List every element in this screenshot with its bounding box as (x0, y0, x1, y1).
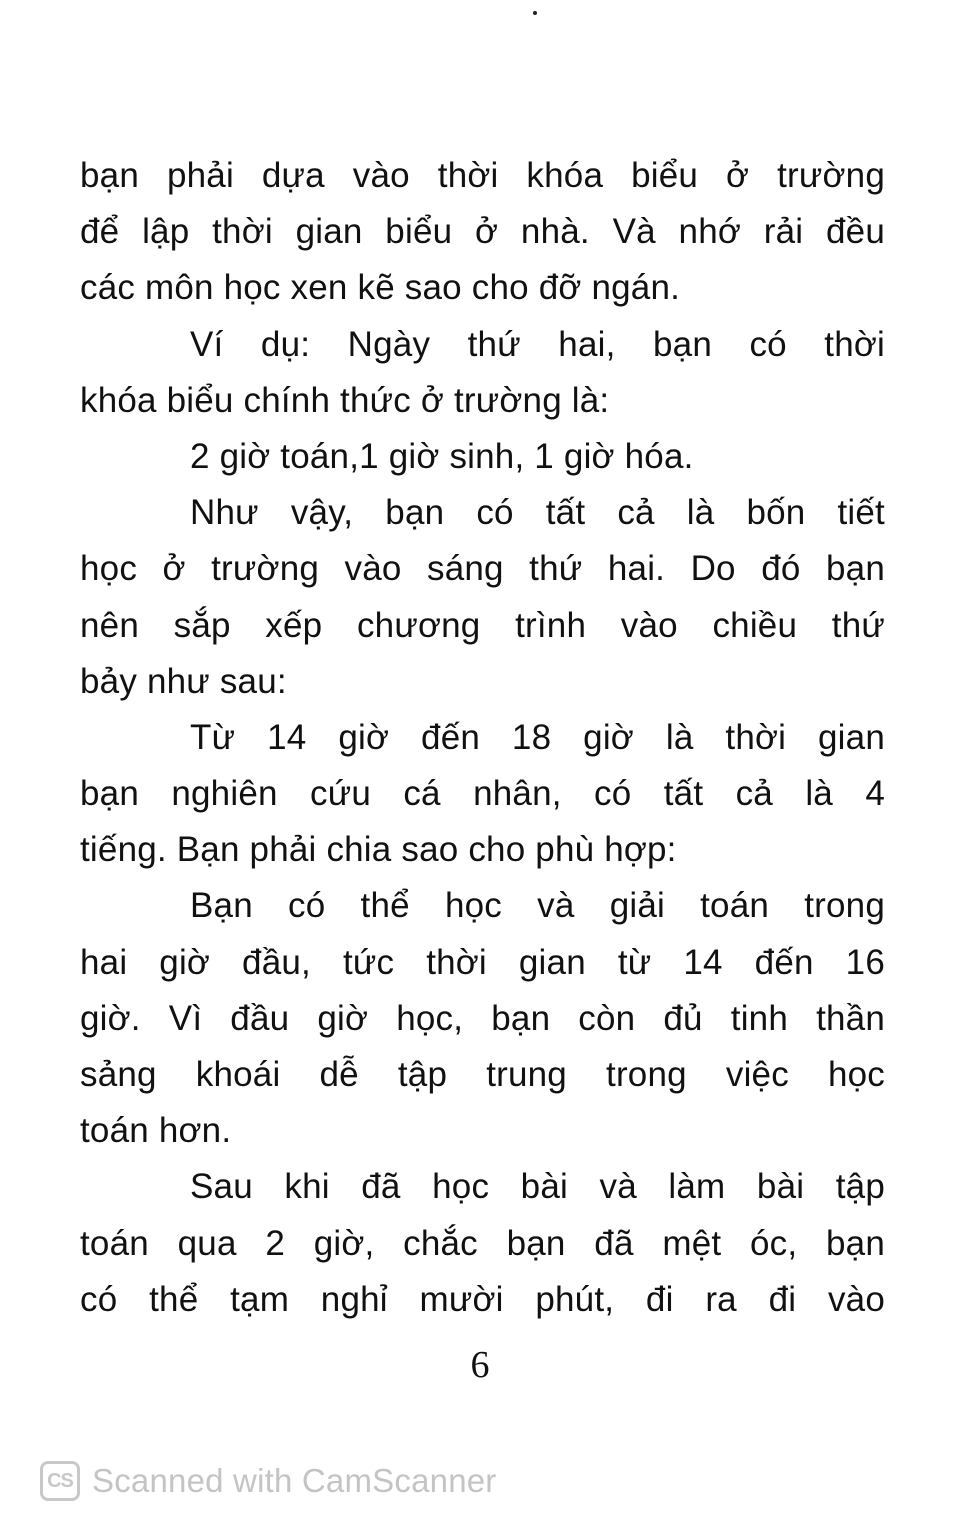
text-line: toán qua 2 giờ, chắc bạn đã mệt óc, bạn (80, 1223, 885, 1263)
text-line: nên sắp xếp chương trình vào chiều thứ (80, 605, 885, 645)
text-line: để lập thời gian biểu ở nhà. Và nhớ rải đều (80, 212, 885, 252)
camscanner-watermark (40, 1458, 496, 1504)
text-line: hai giờ đầu, tức thời gian từ 14 đến 16 (80, 942, 885, 982)
text-line: các môn học xen kẽ sao cho đỡ ngán. (80, 268, 681, 308)
text-line: có thể tạm nghỉ mười phút, đi ra đi vào (80, 1279, 885, 1319)
text-line: toán hơn. (80, 1111, 232, 1151)
text-line: 2 giờ toán,1 giờ sinh, 1 giờ hóa. (190, 436, 694, 476)
page-number: 6 (470, 1344, 490, 1386)
body-text (80, 148, 885, 1328)
text-line: Bạn có thể học và giải toán trong (190, 886, 885, 926)
text-line: Như vậy, bạn có tất cả là bốn tiết (190, 493, 885, 533)
text-line: khóa biểu chính thức ở trường là: (80, 380, 610, 420)
text-line: giờ. Vì đầu giờ học, bạn còn đủ tinh thần (80, 998, 885, 1038)
text-line: bạn nghiên cứu cá nhân, có tất cả là 4 (80, 774, 885, 814)
text-line: bảy như sau: (80, 661, 287, 701)
text-line: tiếng. Bạn phải chia sao cho phù hợp: (80, 830, 677, 870)
text-line: bạn phải dựa vào thời khóa biểu ở trường (80, 156, 885, 195)
text-line: Từ 14 giờ đến 18 giờ là thời gian (190, 717, 885, 757)
text-line: sảng khoái dễ tập trung trong việc học (80, 1055, 885, 1094)
watermark-text: Scanned with CamScanner (92, 1462, 497, 1499)
text-line: học ở trường vào sáng thứ hai. Do đó bạn (80, 549, 885, 589)
text-line: Sau khi đã học bài và làm bài tập (190, 1167, 885, 1207)
camscanner-logo-icon: CS (40, 1461, 80, 1501)
scan-speck (533, 11, 537, 15)
text-line: Ví dụ: Ngày thứ hai, bạn có thời (190, 324, 885, 364)
